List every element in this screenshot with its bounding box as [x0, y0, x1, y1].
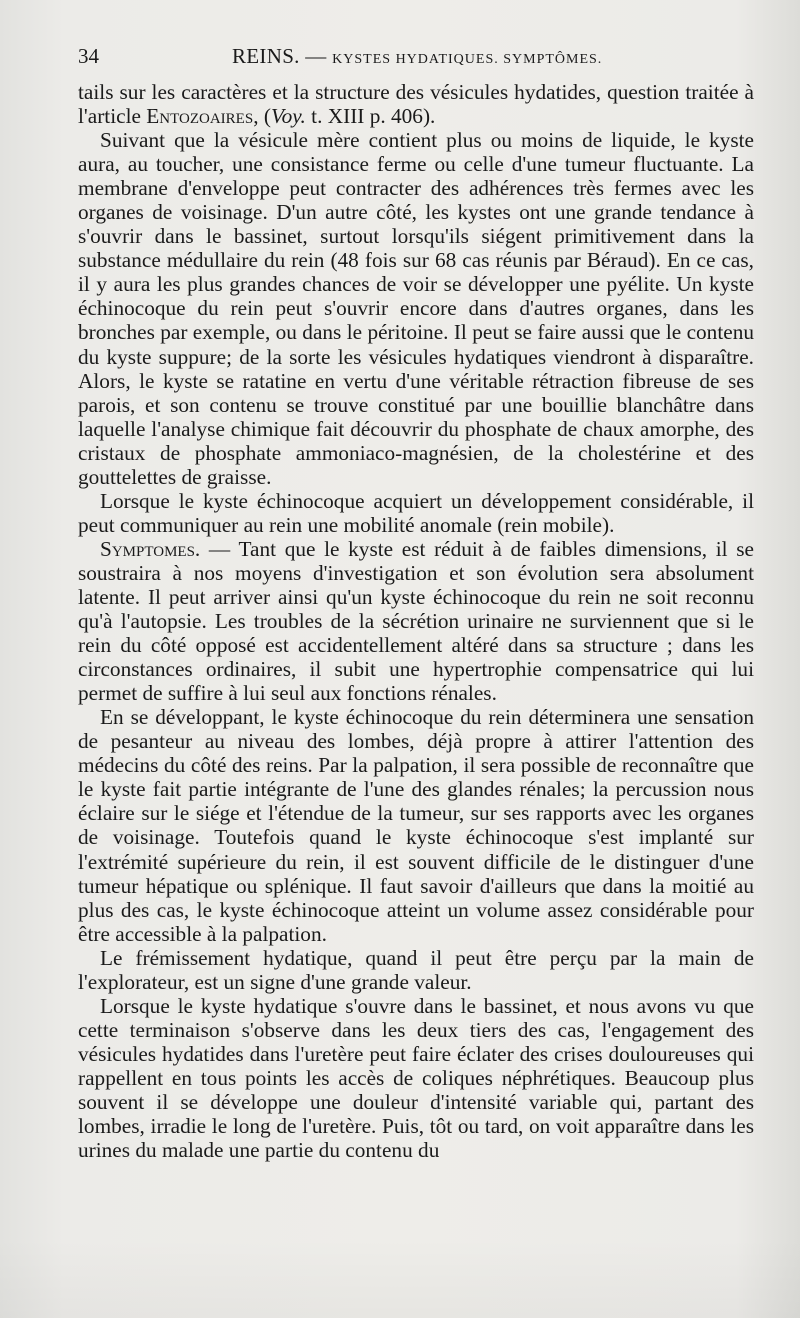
- running-header: [78, 44, 754, 72]
- running-title: [232, 44, 602, 69]
- page-number: 34: [78, 44, 99, 68]
- small-caps-term: Entozoaires: [146, 104, 254, 129]
- header-subject: KYSTES HYDATIQUES. SYMPTÔMES.: [332, 52, 603, 67]
- paragraph: [78, 537, 754, 705]
- paragraph: Suivant que la vésicule mère contient plus ou moins de liquide, le kyste aura, au toucher, une consistance ferme ou celle d'une tumeur fluctuante. La membrane d'enveloppe peut contracter des adhérences très fermes avec les organes de voisinage. D'un autre côté, les kystes ont une grande tendance à s'ouvrir dans le bassinet, surtout lorsqu'ils siégent primitivement dans la substance médullaire du rein (48 fois sur 68 cas réunis par Béraud). En ce cas, il y aura les plus grandes chances de voir se développer une pyélite. Un kyste échinocoque du rein peut s'ouvrir encore dans d'autres organes, dans les bronches par exemple, ou dans le péritoine. Il peut se faire aussi que le contenu du kyste suppure; de la sorte les vésicules hydatiques viendront à disparaître. Alors, le kyste se ratatine en vertu d'une véritable rétraction fibreuse de ses parois, et son contenu se trouve constitué par une bouillie blanchâtre dans laquelle l'analyse chimique fait découvrir du phosphate de chaux amorphe, des cristaux de phosphate ammoniaco-magnésien, de la cholestérine et des gouttelettes de graisse.: [78, 128, 754, 489]
- header-dash: —: [305, 44, 327, 68]
- paragraph: [78, 80, 754, 128]
- paragraph: En se développant, le kyste échinocoque du rein déterminera une sensation de pesanteur au niveau des lombes, déjà propre à attirer l'attention des médecins du côté des reins. Par la palpation, il sera possible de reconnaître que le kyste fait partie intégrante de l'une des glandes rénales; la percussion nous éclaire sur le siége et l'étendue de la tumeur, sur ses rapports avec les organes de voisinage. Toutefois quand le kyste échinocoque s'est implanté sur l'extrémité supérieure du rein, il est souvent difficile de le distinguer d'une tumeur hépatique ou splénique. Il faut savoir d'ailleurs que dans la moitié au plus des cas, le kyste échinocoque atteint un volume assez considérable pour être accessible à la palpation.: [78, 705, 754, 946]
- italic-ref: Voy.: [270, 104, 306, 129]
- body-text: [78, 80, 754, 1162]
- text-run: t. XIII p. 406).: [305, 104, 436, 129]
- page-shadow: [0, 1238, 800, 1318]
- text-run: tails sur les caractères et la structure des vésicules hydatides, question traitée à l'article: [78, 80, 754, 129]
- text-run: — Tant que le kyste est réduit à de faibles dimensions, il se soustraira à nos moyens d'investigation et son évolution sera absolument latente. Il peut arriver ainsi qu'un kyste échinocoque du rein ne soit reconnu qu'à l'autopsie. Les troubles de la sécrétion urinaire ne surviennent que si le rein du côté opposé est accidentellement altéré dans sa structure ; dans les circonstances ordinaires, il subit une hypertrophie compensatrice qui lui permet de suffire à lui seul aux fonctions rénales.: [78, 536, 754, 706]
- paragraph: Lorsque le kyste hydatique s'ouvre dans le bassinet, et nous avons vu que cette terminaison s'observe dans les deux tiers des cas, l'engagement des vésicules hydatides dans l'uretère peut faire éclater des crises douloureuses qui rappellent en tous points les accès de coliques néphrétiques. Beaucoup plus souvent il se développe une douleur d'intensité variable qui, partant des lombes, irradie le long de l'uretère. Puis, tôt ou tard, on voit apparaître dans les urines du malade une partie du contenu du: [78, 993, 754, 1163]
- section-heading: Symptomes.: [100, 536, 201, 561]
- paragraph: Lorsque le kyste échinocoque acquiert un développement considérable, il peut communiquer au rein une mobilité anomale (rein mobile).: [78, 488, 754, 537]
- text-run: , (: [253, 104, 271, 129]
- section-title: REINS.: [232, 44, 300, 68]
- paragraph: Le frémissement hydatique, quand il peut être perçu par la main de l'explorateur, est un signe d'une grande valeur.: [78, 945, 754, 994]
